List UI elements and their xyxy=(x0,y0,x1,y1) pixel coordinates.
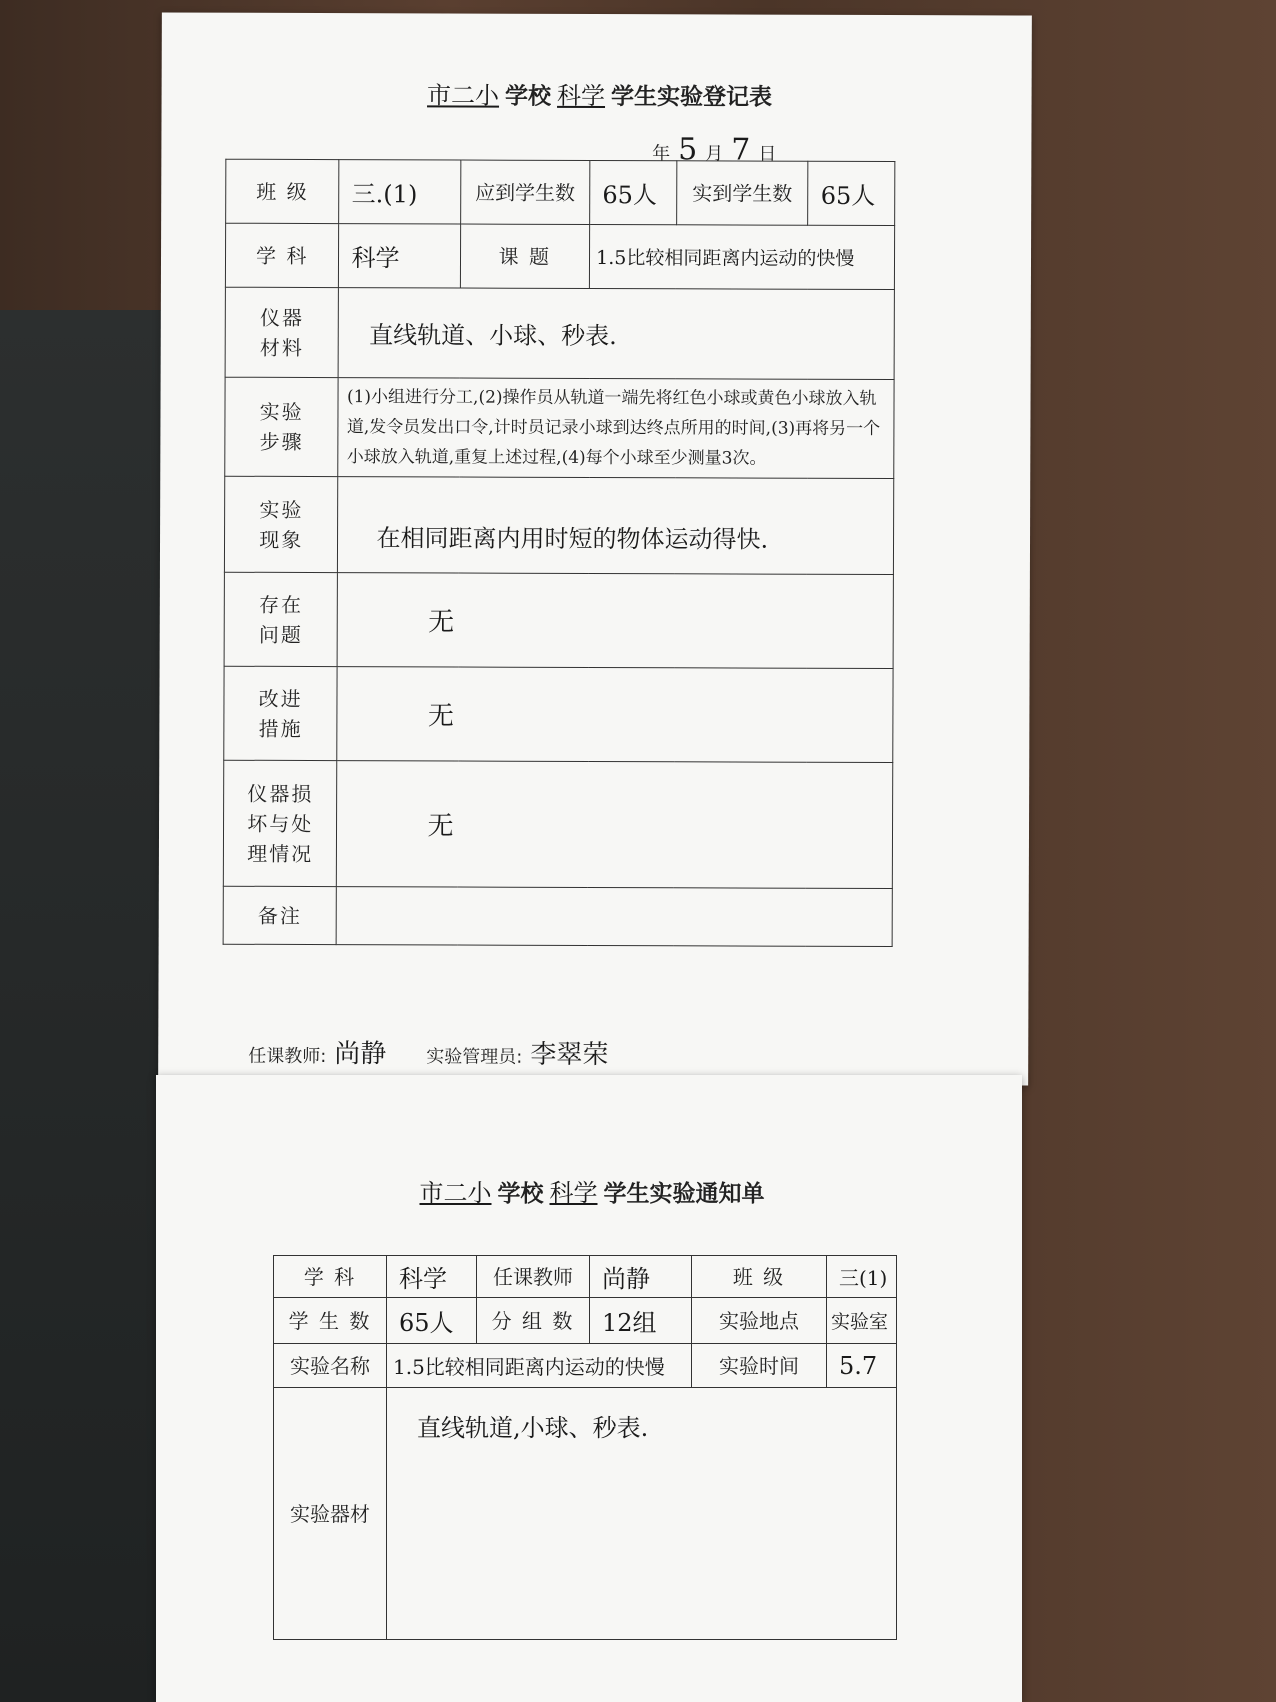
register-footer xyxy=(248,1033,648,1071)
register-title-school: 市二小 xyxy=(427,81,500,110)
register-row-subject xyxy=(225,223,894,289)
register-table xyxy=(223,159,896,947)
actual-students-label: 实到学生数 xyxy=(676,161,808,225)
notice-subject-value: 科学 xyxy=(387,1256,477,1298)
register-title-tail: 学生实验登记表 xyxy=(611,84,773,111)
experiment-register-sheet xyxy=(158,12,1032,1085)
register-title-mid: 学校 xyxy=(505,83,552,110)
teacher-label: 任课教师: xyxy=(248,1045,327,1068)
notice-students-value: 65人 xyxy=(387,1298,477,1344)
notice-time-value: 5.7 xyxy=(827,1344,897,1388)
notice-place-label: 实验地点 xyxy=(692,1298,827,1344)
register-row-class xyxy=(226,159,895,225)
register-row-remarks xyxy=(223,886,892,946)
notice-subject-label: 学 科 xyxy=(274,1256,387,1298)
notice-equipment-label: 实验器材 xyxy=(274,1388,387,1640)
notice-title-school: 市二小 xyxy=(419,1179,492,1207)
register-title xyxy=(162,74,1032,112)
notice-class-value: 三(1) xyxy=(827,1256,897,1298)
phenomena-label: 实验现象 xyxy=(224,476,338,572)
subject-value: 科学 xyxy=(339,224,460,288)
date-day: 7 xyxy=(731,132,751,168)
damage-label: 仪器损坏与处理情况 xyxy=(223,760,337,886)
notice-place-value: 实验室 xyxy=(827,1298,897,1344)
phenomena-value: 在相同距离内用时短的物体运动得快. xyxy=(338,477,894,575)
teacher-signature: 尚静 xyxy=(334,1039,387,1070)
experiment-notice-sheet xyxy=(156,1075,1022,1702)
notice-row-3 xyxy=(274,1344,897,1388)
steps-label: 实验步骤 xyxy=(225,377,339,476)
damage-value: 无 xyxy=(337,761,893,889)
notice-students-label: 学 生 数 xyxy=(274,1298,387,1344)
notice-equipment-value: 直线轨道,小球、秒表. xyxy=(387,1388,897,1640)
notice-groups-label: 分 组 数 xyxy=(477,1298,590,1344)
register-row-phenomena xyxy=(224,476,893,574)
register-row-improvements xyxy=(224,666,893,762)
notice-row-4 xyxy=(274,1388,897,1640)
materials-label: 仪器材料 xyxy=(225,287,339,377)
notice-row-1 xyxy=(274,1256,897,1298)
notice-teacher-value: 尚静 xyxy=(590,1256,692,1298)
steps-value: (1)小组进行分工,(2)操作员从轨道一端先将红色小球或黄色小球放入轨道,发令员发出口令,计时员记录小球到达终点所用的时间,(3)再将另一个小球放入轨道,重复上述过程,(4)每个小球至少测量3次。 xyxy=(338,378,894,479)
register-row-problems xyxy=(224,572,893,668)
notice-teacher-label: 任课教师 xyxy=(477,1256,590,1298)
subject-label: 学 科 xyxy=(225,223,339,287)
remarks-value xyxy=(337,887,893,947)
notice-row-2 xyxy=(274,1298,897,1344)
problems-value: 无 xyxy=(338,573,894,669)
date-day-label: 日 xyxy=(758,143,777,165)
actual-students-value: 65人 xyxy=(808,161,895,225)
register-row-materials xyxy=(225,287,894,379)
notice-title xyxy=(156,1173,1022,1208)
expected-students-value: 65人 xyxy=(590,160,677,224)
admin-signature: 李翠荣 xyxy=(530,1039,609,1071)
admin-label: 实验管理员: xyxy=(426,1046,523,1068)
notice-title-subject: 科学 xyxy=(549,1179,598,1207)
register-row-steps xyxy=(225,377,894,478)
expected-students-label: 应到学生数 xyxy=(460,160,590,224)
notice-groups-value: 12组 xyxy=(590,1298,692,1344)
notice-name-value: 1.5比较相同距离内运动的快慢 xyxy=(387,1344,692,1388)
materials-value: 直线轨道、小球、秒表. xyxy=(339,288,895,380)
improvements-label: 改进措施 xyxy=(224,666,338,760)
improvements-value: 无 xyxy=(337,667,893,763)
notice-time-label: 实验时间 xyxy=(692,1344,827,1388)
topic-label: 课 题 xyxy=(460,224,590,288)
topic-value: 1.5比较相同距离内运动的快慢 xyxy=(590,224,895,289)
date-month-label: 月 xyxy=(705,143,724,165)
notice-title-tail: 学生实验通知单 xyxy=(603,1181,765,1207)
problems-label: 存在问题 xyxy=(224,572,338,666)
class-value: 三.(1) xyxy=(339,160,460,224)
register-title-subject: 科学 xyxy=(557,81,606,111)
date-month: 5 xyxy=(678,132,698,168)
class-label: 班 级 xyxy=(226,159,340,223)
notice-class-label: 班 级 xyxy=(692,1256,827,1298)
remarks-label: 备注 xyxy=(223,886,337,944)
notice-table xyxy=(273,1255,897,1640)
register-row-damage xyxy=(223,760,892,888)
desk-mat xyxy=(0,310,170,1702)
notice-title-mid: 学校 xyxy=(497,1181,544,1207)
date-year-label: 年 xyxy=(652,143,671,165)
notice-name-label: 实验名称 xyxy=(274,1344,387,1388)
